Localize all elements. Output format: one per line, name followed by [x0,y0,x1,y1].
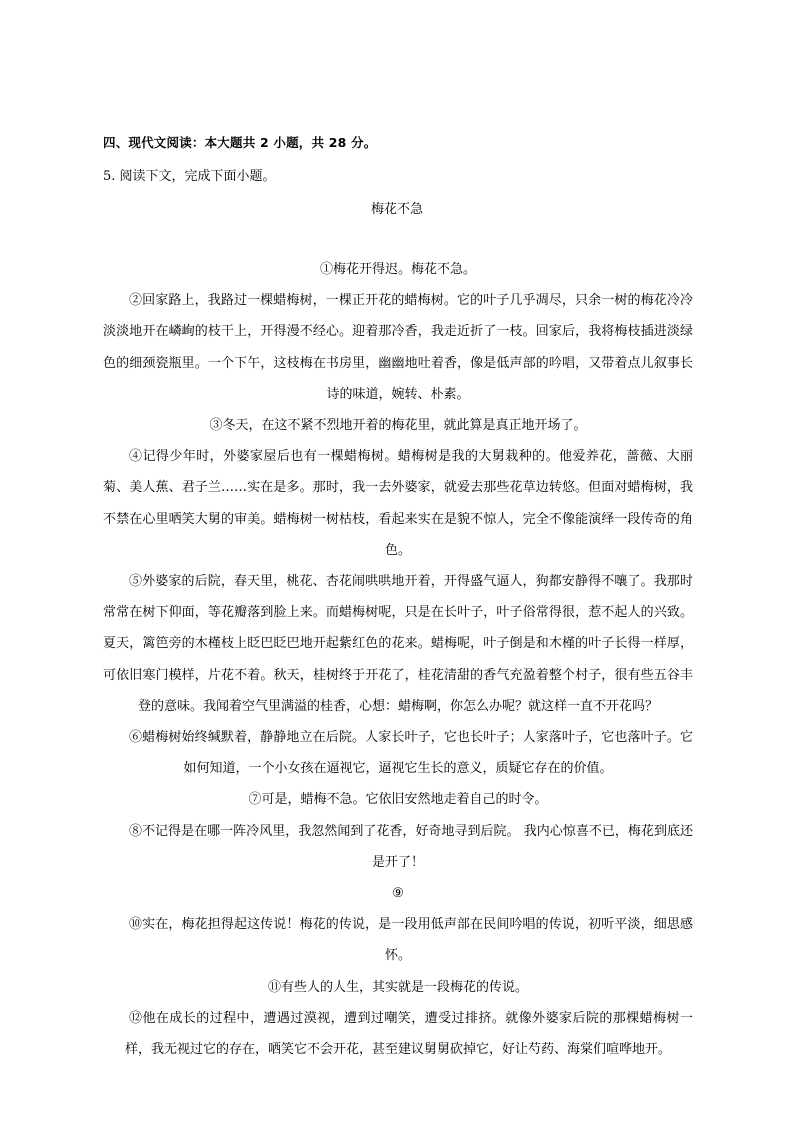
question-prompt: 5. 阅读下文，完成下面小题。 [103,169,276,184]
paragraph-11: ⑪有些人的人生，其实就是一段梅花的传说。 [267,979,528,995]
article-title: 梅花不急 [370,202,423,217]
paragraph-9: ⑨ [392,886,404,902]
section-heading: 四、现代文阅读：本大题共 2 小题，共 28 分。 [103,135,377,150]
paragraph-1: ①梅花开得迟。梅花不急。 [319,262,476,277]
paragraph-3: ③冬天，在这不紧不烈地开着的梅花里，就此算是真正地开场了。 [209,418,587,434]
paragraph-10: ⑩实在，梅花担得起这传说！梅花的传说，是一段用低声部在民间吟唱的传说，初听平淡，细思感怀。 [129,917,693,964]
paragraph-8: ⑧不记得是在哪一阵冷风里，我忽然闻到了花香，好奇地寻到后院。 我内心惊喜不已，梅花到底还是开了！ [129,823,693,870]
paragraph-7: ⑦可是，蜡梅不急。它依旧安然地走着自己的时令。 [248,792,548,808]
paragraph-6: ⑥蜡梅树始终缄默着，静静地立在后院。人家长叶子，它也长叶子；人家落叶子，它也落叶子。它如何知道，一个小女孩在逼视它，逼视它生长的意义，质疑它存在的价值。 [129,730,693,777]
article-body [103,254,693,1065]
paragraph-4: ④记得少年时，外婆家屋后也有一棵蜡梅树。蜡梅树是我的大舅栽种的。他爱养花，蔷薇、大丽菊、美人蕉、君子兰……实在是多。那时，我一去外婆家，就爱去那些花草边转悠。但面对蜡梅树，我不禁在心里哂笑大舅的审美。蜡梅树一树枯枝，看起来实在是貌不惊人，完全不像能演绎一段传奇的角色。 [103,449,693,558]
paragraph-5: ⑤外婆家的后院，春天里，桃花、杏花闹哄哄地开着，开得盛气逼人，狗都安静得不嚷了。我那时常常在树下仰面，等花瓣落到脸上来。而蜡梅树呢，只是在长叶子，叶子俗常得很，惹不起人的兴致。夏天，篱笆旁的木槿枝上眨巴眨巴地开起紫红色的花来。蜡梅呢，叶子倒是和木槿的叶子长得一样厚，可依旧寒门模样，片花不着。秋天，桂树终于开花了，桂花清甜的香气充盈着整个村子，很有些五谷丰登的意味。我闻着空气里满溢的桂香，心想：蜡梅啊，你怎么办呢？就这样一直不开花吗？ [103,574,693,714]
paragraph-12: ⑫他在成长的过程中，遭遇过漠视，遭到过嘲笑，遭受过排挤。就像外婆家后院的那棵蜡梅树一样，我无视过它的存在，哂笑它不会开花，甚至建议舅舅砍掉它，好让芍药、海棠们喧哗地开。 [124,1010,693,1058]
paragraph-2: ②回家路上，我路过一棵蜡梅树，一棵正开花的蜡梅树。它的叶子几乎凋尽，只余一树的梅花冷冷淡淡地开在嶙峋的枝干上，开得漫不经心。迎着那冷香，我走近折了一枝。回家后，我将梅枝插进淡绿色的细颈瓷瓶里。一个下午，这枝梅在书房里，幽幽地吐着香，像是低声部的吟唱，又带着点儿叙事长诗的味道，婉转、朴素。 [103,293,693,402]
